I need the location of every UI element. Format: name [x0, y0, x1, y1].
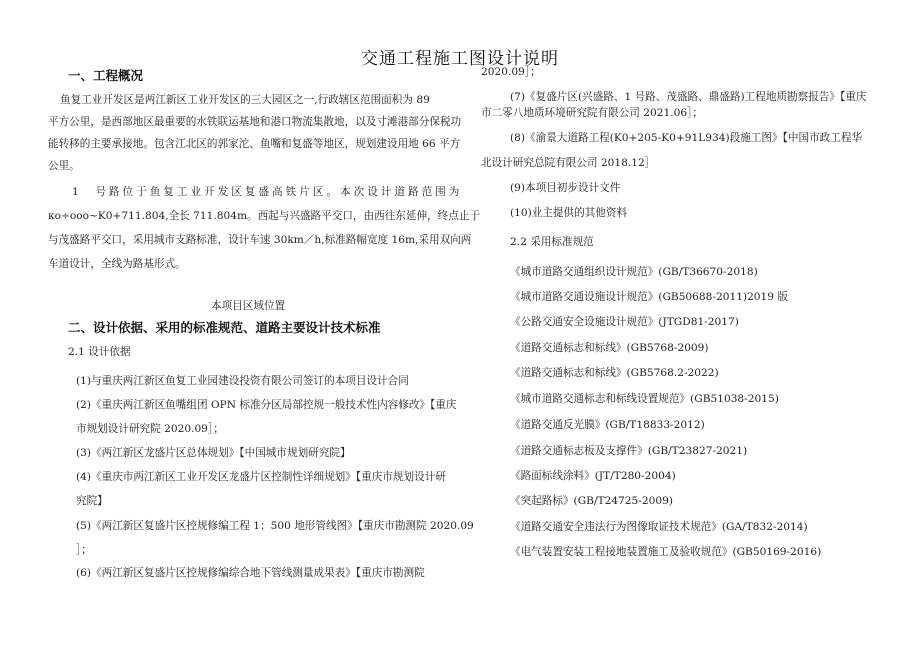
- standard-item: 《城市道路交通设施设计规范》(GB50688-2011)2019 版: [510, 291, 788, 303]
- road-desc-line: 车道设计，全线为路基形式。: [48, 258, 186, 270]
- basis-item: 北设计研究总院有限公司 2018.12］: [481, 157, 656, 169]
- standard-item: 《城市道路交通标志和标线设置规范》(GB51038-2015): [510, 393, 779, 405]
- basis-item: (7)《复盛片区(兴盛路、1 号路、茂盛路、鼎盛路)工程地质勘察报告》【重庆: [510, 91, 867, 103]
- basis-item: (2)《重庆两江新区鱼嘴组团 OPN 标准分区局部控规一般技术性内容修改》【重庆: [76, 399, 457, 411]
- standard-item: 《道路交通反光膜》(GB/T18833-2012): [510, 419, 705, 431]
- overview-line: 平方公里，是西部地区最重要的水铁联运基地和港口物流集散地，以及寸滩港部分保税功: [48, 116, 462, 128]
- basis-item: 究院】: [76, 495, 108, 507]
- basis-item: (5)《两江新区复盛片区控规修编工程 1：500 地形管线图》【重庆市勘测院 2020.09: [76, 520, 474, 532]
- basis-item: (1)与重庆两江新区鱼复工业园建设投资有限公司签订的本项目设计合同: [76, 375, 409, 387]
- road-desc-line: 与茂盛路平交口，采用城市支路标准，设计车速 30km／h,标准路幅宽度 16m,采用双向两: [48, 234, 472, 246]
- standard-item: 《道路交通标志和标线》(GB5768.2-2022): [510, 367, 719, 379]
- standard-item: 《道路交通安全违法行为图像取证技术规范》(GA/T832-2014): [510, 521, 808, 533]
- basis-item: ］；: [76, 544, 92, 556]
- basis-item: 市规划设计研究院 2020.09］；: [76, 423, 224, 435]
- standard-item: 《城市道路交通组织设计规范》(GB/T36670-2018): [510, 266, 758, 278]
- standard-item: 《电气装置安装工程接地装置施工及验收规范》(GB50169-2016): [510, 546, 822, 558]
- section2-heading: 二、设计依据、采用的标准规范、道路主要设计技术标准: [68, 320, 381, 335]
- basis-item: (10)业主提供的其他资料: [510, 207, 628, 219]
- standard-item: 《道路交通标志和标线》(GB5768-2009): [510, 342, 709, 354]
- basis-item: (6)《两江新区复盛片区控规修编综合地下管线测量成果表》【重庆市勘测院: [76, 567, 425, 579]
- subsection-heading: 2.2 采用标准规范: [510, 236, 594, 248]
- standard-item: 《路面标线涂料》(JT/T280-2004): [510, 470, 676, 482]
- basis-item: (8)《渝景大道路工程(K0+205-K0+91L934)段施工图》【中国市政工程华: [510, 132, 863, 144]
- subsection-heading: 2.1 设计依据: [68, 346, 131, 358]
- road-desc-line: 1 号路位于鱼复工业开发区复盛高铁片区。本次设计道路范围为: [72, 186, 463, 198]
- standard-item: 《道路交通标志板及支撑件》(GB/T23827-2021): [510, 445, 748, 457]
- basis-item: (9)本项目初步设计文件: [510, 182, 621, 194]
- standard-item: 《突起路标》(GB/T24725-2009): [510, 495, 673, 507]
- basis-item: 市二零八地质环境研究院有限公司 2021.06］；: [481, 107, 703, 119]
- overview-line: 公里。: [48, 160, 80, 172]
- overview-line: 能转移的主要承接地。包含江北区的郭家沱、鱼嘴和复盛等地区，规划建设用地 66 平方: [48, 138, 461, 150]
- road-desc-line: κο÷οοο~K0+711.804,全长 711.804m。西起与兴盛路平交口，由西往东延伸，终点止于: [48, 210, 481, 222]
- standard-item: 《公路交通安全设施设计规范》(JTGD81-2017): [510, 316, 739, 328]
- section1-heading: 一、工程概况: [68, 68, 144, 83]
- basis-item: (3)《两江新区龙盛片区总体规划》【中国城市规划研究院】: [76, 447, 351, 459]
- basis-item: (4)《重庆市两江新区工业开发区龙盛片区控制性详细规划》【重庆市规划设计研: [76, 471, 446, 483]
- figure-caption: 本项目区域位置: [211, 300, 286, 312]
- page-title: 交通工程施工图设计说明: [361, 49, 559, 69]
- basis-item: 2020.09］；: [481, 66, 541, 78]
- overview-line: 鱼复工业开发区是两江新区工业开发区的三大园区之一,行政辖区范围面积为 89: [60, 94, 430, 106]
